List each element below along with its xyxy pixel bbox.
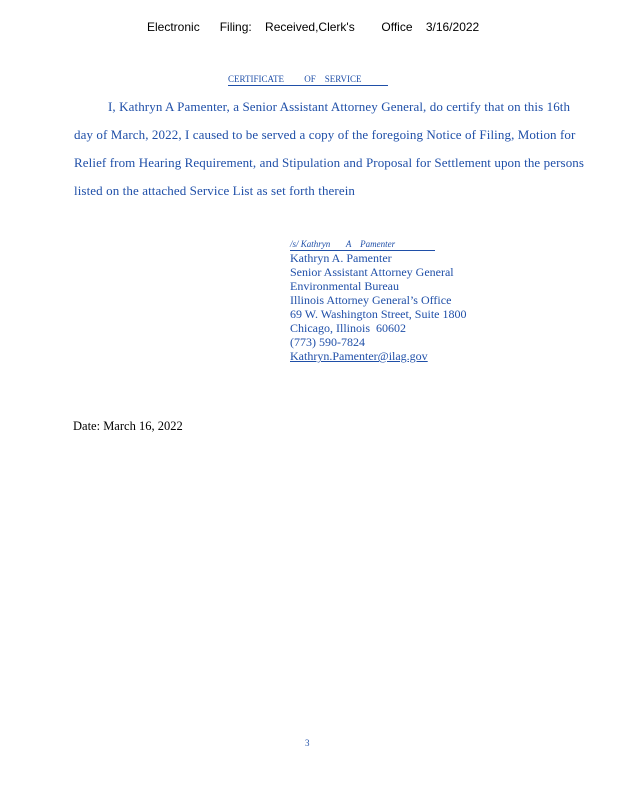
signer-name: Kathryn A. Pamenter [290, 251, 392, 265]
signer-phone: (773) 590-7824 [290, 335, 365, 349]
body-line-2: day of March, 2022, I caused to be served a copy of the foregoing Notice of Filing, Motion for [74, 127, 576, 142]
signer-office: Illinois Attorney General’s Office [290, 293, 452, 307]
date-line: Date: March 16, 2022 [73, 419, 183, 433]
certificate-title: CERTIFICATE OF SERVICE [228, 74, 388, 86]
body-line-4: listed on the attached Service List as set forth therein [74, 183, 356, 198]
page-number: 3 [305, 738, 310, 748]
signature-block [290, 238, 466, 363]
signer-email-link[interactable]: Kathryn.Pamenter@ilag.gov [290, 349, 428, 363]
body-line-1: I, Kathryn A Pamenter, a Senior Assistant Attorney General, do certify that on this 16th [108, 99, 571, 114]
body-line-3: Relief from Hearing Requirement, and Stipulation and Proposal for Settlement upon the persons [74, 155, 585, 170]
signer-street: 69 W. Washington Street, Suite 1800 [290, 307, 467, 321]
signer-bureau: Environmental Bureau [290, 279, 399, 293]
signer-title: Senior Assistant Attorney General [290, 265, 454, 279]
electronic-filing-header: Electronic Filing: Received,Clerk's Office 3/16/2022 [147, 20, 480, 34]
signer-city: Chicago, Illinois 60602 [290, 321, 406, 335]
signature-line: /s/ Kathryn A Pamenter [290, 238, 435, 251]
